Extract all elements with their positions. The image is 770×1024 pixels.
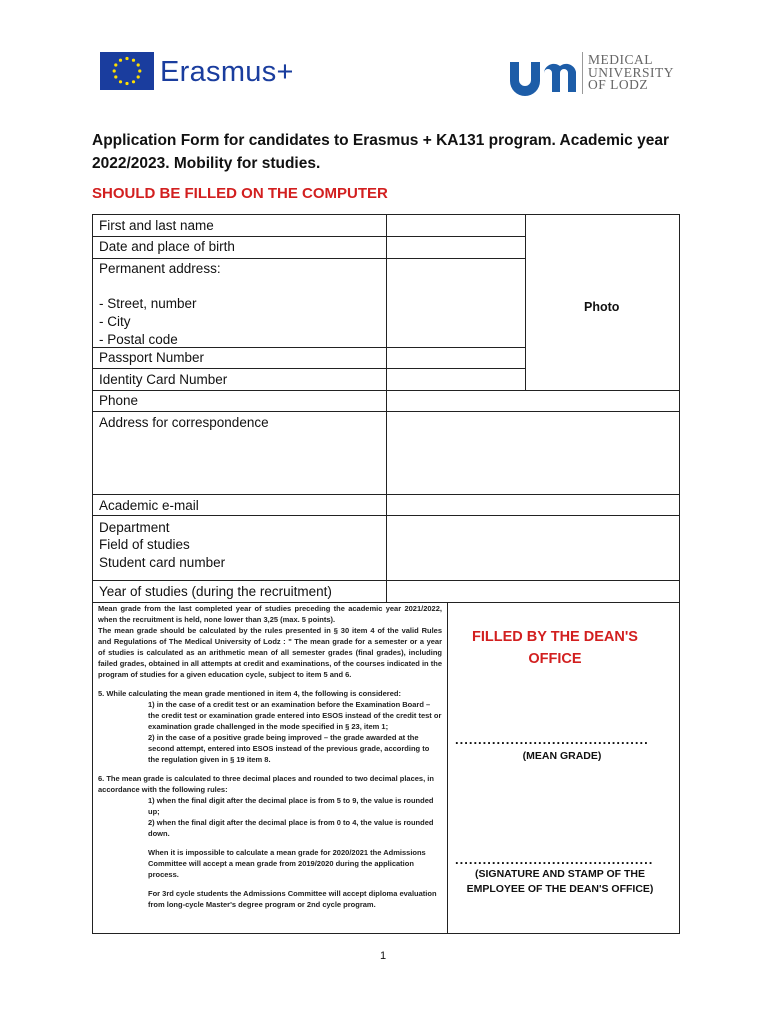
deans-office-heading-line-2: OFFICE bbox=[528, 651, 582, 667]
input-academic-email[interactable] bbox=[387, 495, 679, 515]
form-title-line-1: Application Form for candidates to Erasmus + KA131 program. Academic year bbox=[92, 132, 669, 149]
input-first-last-name[interactable] bbox=[387, 215, 525, 236]
university-line-1: MEDICAL bbox=[588, 52, 653, 67]
rules-paragraph-4: 6. The mean grade is calculated to three decimal places and rounded to two decimal places, in accordance with the following rules: bbox=[98, 774, 434, 794]
field-phone: Phone bbox=[99, 393, 139, 408]
input-year-of-studies[interactable] bbox=[387, 581, 679, 602]
field-first-last-name: First and last name bbox=[99, 218, 214, 233]
page-number: 1 bbox=[380, 950, 387, 962]
signature-stamp-label bbox=[460, 867, 660, 897]
university-line-3: OF LODZ bbox=[588, 77, 649, 92]
signature-label-line-2: EMPLOYEE OF THE DEAN'S OFFICE) bbox=[466, 883, 654, 895]
field-identity-card: Identity Card Number bbox=[99, 372, 228, 387]
field-department: Department bbox=[99, 520, 170, 535]
input-phone[interactable] bbox=[387, 391, 679, 411]
rules-paragraph-6: For 3rd cycle students the Admissions Committee will accept diploma evaluation from long-cycle Master's degree program or 2nd cycle program. bbox=[148, 889, 437, 909]
um-logo bbox=[508, 58, 578, 96]
photo-placeholder: Photo bbox=[584, 300, 620, 314]
mean-grade-dotted-line[interactable]: .......................................... bbox=[455, 732, 649, 747]
deans-office-heading bbox=[470, 626, 640, 670]
university-name bbox=[588, 54, 674, 92]
rules-paragraph-4a: 1) when the final digit after the decimal place is from 5 to 9, the value is rounded up; bbox=[148, 796, 434, 816]
deans-office-heading-line-1: FILLED BY THE DEAN'S bbox=[472, 629, 638, 645]
rules-paragraph-3b: 2) in the case of a positive grade being improved – the grade awarded at the second attempt, entered into ESOS instead of the previous grade, according to the regulation given in § 19 item 8. bbox=[148, 733, 430, 764]
mean-grade-label: (MEAN GRADE) bbox=[522, 750, 602, 762]
eu-flag-logo bbox=[100, 52, 154, 90]
mean-grade-rules bbox=[98, 603, 442, 910]
input-permanent-address[interactable] bbox=[387, 259, 525, 347]
computer-fill-notice: SHOULD BE FILLED ON THE COMPUTER bbox=[92, 185, 388, 202]
field-passport-number: Passport Number bbox=[99, 350, 205, 365]
form-title-line-2: 2022/2023. Mobility for studies. bbox=[92, 155, 321, 172]
rules-paragraph-5: When it is impossible to calculate a mean grade for 2020/2021 the Admissions Committee will accept a mean grade from 2019/2020 during the application process. bbox=[148, 848, 426, 879]
form-title bbox=[92, 129, 692, 175]
rules-paragraph-3a: 1) in the case of a credit test or an examination before the Examination Board – the credit test or examination grade entered into ESOS instead of the credit test or examination grade challenged in the mode specified in § 23, item 1; bbox=[148, 700, 442, 731]
field-student-card: Student card number bbox=[99, 555, 226, 570]
input-identity-card[interactable] bbox=[387, 369, 525, 390]
field-date-place-birth: Date and place of birth bbox=[99, 239, 235, 254]
field-correspondence-address: Address for correspondence bbox=[99, 415, 269, 430]
rules-paragraph-4b: 2) when the final digit after the decimal place is from 0 to 4, the value is rounded down. bbox=[148, 818, 434, 838]
field-permanent-address: Permanent address: bbox=[99, 261, 221, 276]
rules-paragraph-3: 5. While calculating the mean grade mentioned in item 4, the following is considered: bbox=[98, 689, 401, 698]
input-passport-number[interactable] bbox=[387, 348, 525, 368]
input-correspondence-address[interactable] bbox=[387, 412, 679, 494]
signature-label-line-1: (SIGNATURE AND STAMP OF THE bbox=[475, 868, 645, 880]
rules-paragraph-1: Mean grade from the last completed year of studies preceding the academic year 2021/2022, when the recruitment is held, none lower than 3,25 (max. 5 points). bbox=[98, 604, 442, 624]
logo-divider bbox=[582, 52, 583, 94]
signature-dotted-line[interactable]: ........................................... bbox=[455, 852, 654, 867]
field-academic-email: Academic e-mail bbox=[99, 498, 199, 513]
input-department-studies-card[interactable] bbox=[387, 516, 679, 580]
input-date-place-birth[interactable] bbox=[387, 237, 525, 258]
erasmus-logo-text: Erasmus+ bbox=[160, 56, 294, 88]
field-street: - Street, number bbox=[99, 296, 197, 311]
field-of-studies: Field of studies bbox=[99, 537, 190, 552]
field-postal-code: - Postal code bbox=[99, 332, 178, 347]
field-city: - City bbox=[99, 314, 131, 329]
university-line-2: UNIVERSITY bbox=[588, 64, 674, 80]
field-year-of-studies: Year of studies (during the recruitment) bbox=[99, 584, 332, 599]
rules-paragraph-2: The mean grade should be calculated by the rules presented in § 30 item 4 of the valid Rules and Regulations of The Medical University of Lodz : " The mean grade for a semester or a year of studies is calculated as an arithmetic mean of all semester grades (final grades), including failed grades, obtained in all attempts at credit and examinations, of the courses indicated in the program of studies for a given education cycle, subject to item 5 and 6. bbox=[98, 626, 442, 679]
